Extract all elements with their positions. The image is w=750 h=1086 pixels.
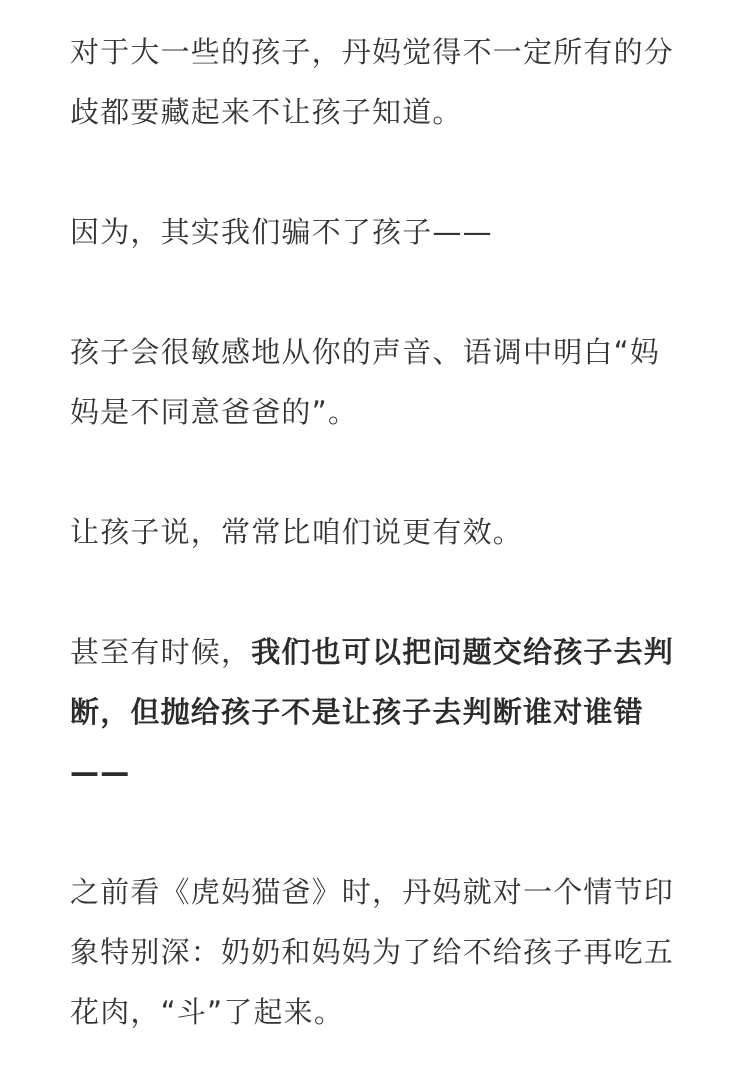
paragraph-line: 歧都要藏起来不让孩子知道。 [70, 95, 463, 129]
paragraph-line: 让孩子说，常常比咱们说更有效。 [70, 515, 524, 549]
paragraph-2 [70, 202, 692, 262]
paragraph-line: 象特别深：奶奶和妈妈为了给不给孩子再吃五 [70, 935, 675, 969]
paragraph-line: 花肉，“斗”了起来。 [70, 995, 345, 1029]
paragraph-4 [70, 502, 692, 562]
paragraph-6 [70, 862, 692, 1042]
paragraph-line: 因为，其实我们骗不了孩子—— [70, 215, 493, 249]
paragraph-line: 孩子会很敏感地从你的声音、语调中明白“妈 [70, 335, 661, 369]
paragraph-3 [70, 322, 692, 442]
paragraph-line: 对于大一些的孩子，丹妈觉得不一定所有的分 [70, 35, 675, 69]
normal-text: 甚至有时候， [70, 635, 252, 669]
paragraph-line [70, 622, 692, 682]
paragraph-1 [70, 22, 692, 142]
paragraph-line: 之前看《虎妈猫爸》时，丹妈就对一个情节印 [70, 875, 675, 909]
bold-emphasis-line: —— [70, 755, 131, 789]
bold-emphasis-text: 我们也可以把问题交给孩子去判 [251, 635, 675, 669]
bold-emphasis-line: 断，但抛给孩子不是让孩子去判断谁对谁错 [70, 695, 644, 729]
article-body [70, 22, 692, 1042]
paragraph-line: 妈是不同意爸爸的”。 [70, 395, 359, 429]
paragraph-5 [70, 622, 692, 802]
